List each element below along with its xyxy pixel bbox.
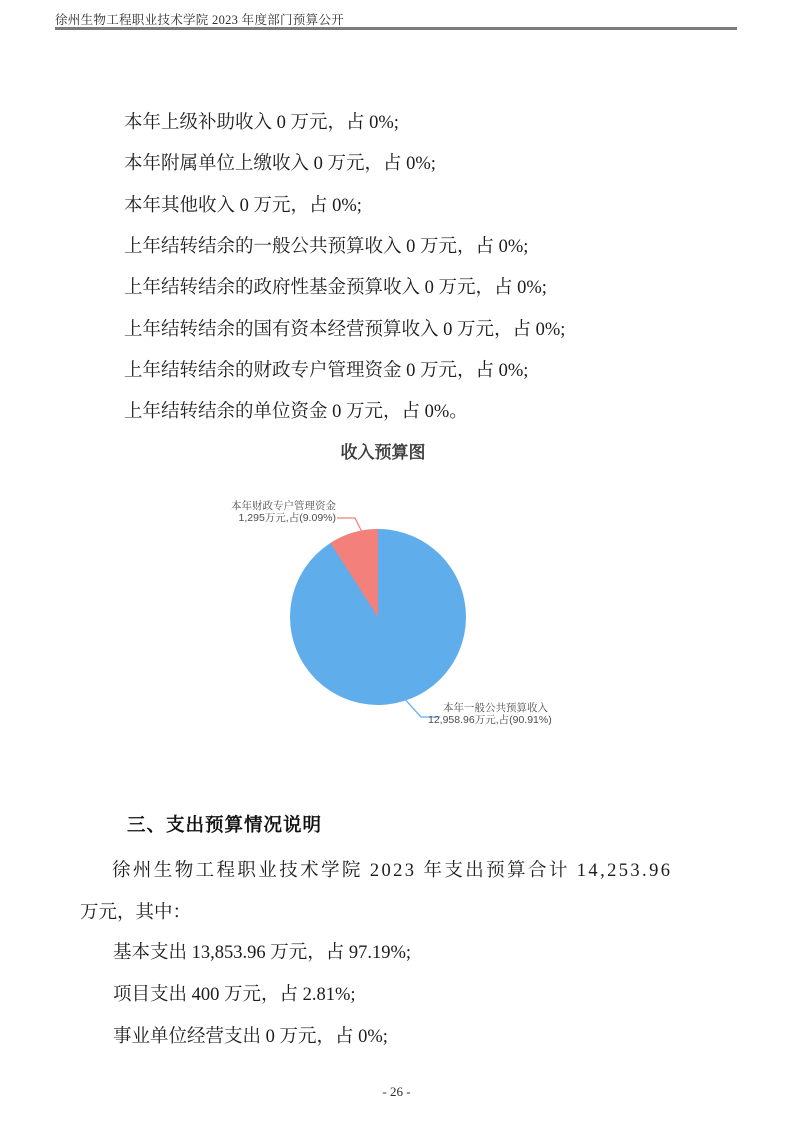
expenditure-line: 项目支出 400 万元，占 2.81%; [113,985,356,1005]
income-line: 上年结转结余的一般公共预算收入 0 万元，占 0%; [124,237,529,257]
income-line: 上年结转结余的国有资本经营预算收入 0 万元，占 0%; [124,320,566,340]
income-line: 本年附属单位上缴收入 0 万元，占 0%; [124,154,436,174]
pie-label-secondary-value: 1,295万元,占(9.09%) [238,512,336,524]
expenditure-paragraph-line: 徐州生物工程职业技术学院 2023 年支出预算合计 14,253.96 [112,861,673,881]
income-line: 上年结转结余的单位资金 0 万元，占 0%。 [124,402,468,422]
page-header-title: 徐州生物工程职业技术学院 2023 年度部门预算公开 [55,13,345,27]
pie-label-secondary [196,500,336,524]
income-line: 上年结转结余的财政专户管理资金 0 万元，占 0%; [124,361,529,381]
expenditure-line: 事业单位经营支出 0 万元，占 0%; [113,1027,388,1047]
pie-label-main [428,702,598,726]
pie-label-main-value: 12,958.96万元,占(90.91%) [428,714,552,726]
pie-label-main-name: 本年一般公共预算收入 [443,702,548,714]
chart-title: 收入预算图 [340,443,426,462]
expenditure-line: 基本支出 13,853.96 万元，占 97.19%; [113,943,412,963]
pie-label-secondary-name: 本年财政专户管理资金 [231,500,336,512]
income-line: 本年其他收入 0 万元，占 0%; [124,196,362,216]
header-divider [55,27,737,30]
income-line: 上年结转结余的政府性基金预算收入 0 万元，占 0%; [124,278,547,298]
income-line: 本年上级补助收入 0 万元，占 0%; [124,113,399,133]
section-heading-expenditure: 三、支出预算情况说明 [127,814,323,835]
expenditure-paragraph-line: 万元，其中： [80,903,192,923]
page-number: - 26 - [382,1084,411,1099]
